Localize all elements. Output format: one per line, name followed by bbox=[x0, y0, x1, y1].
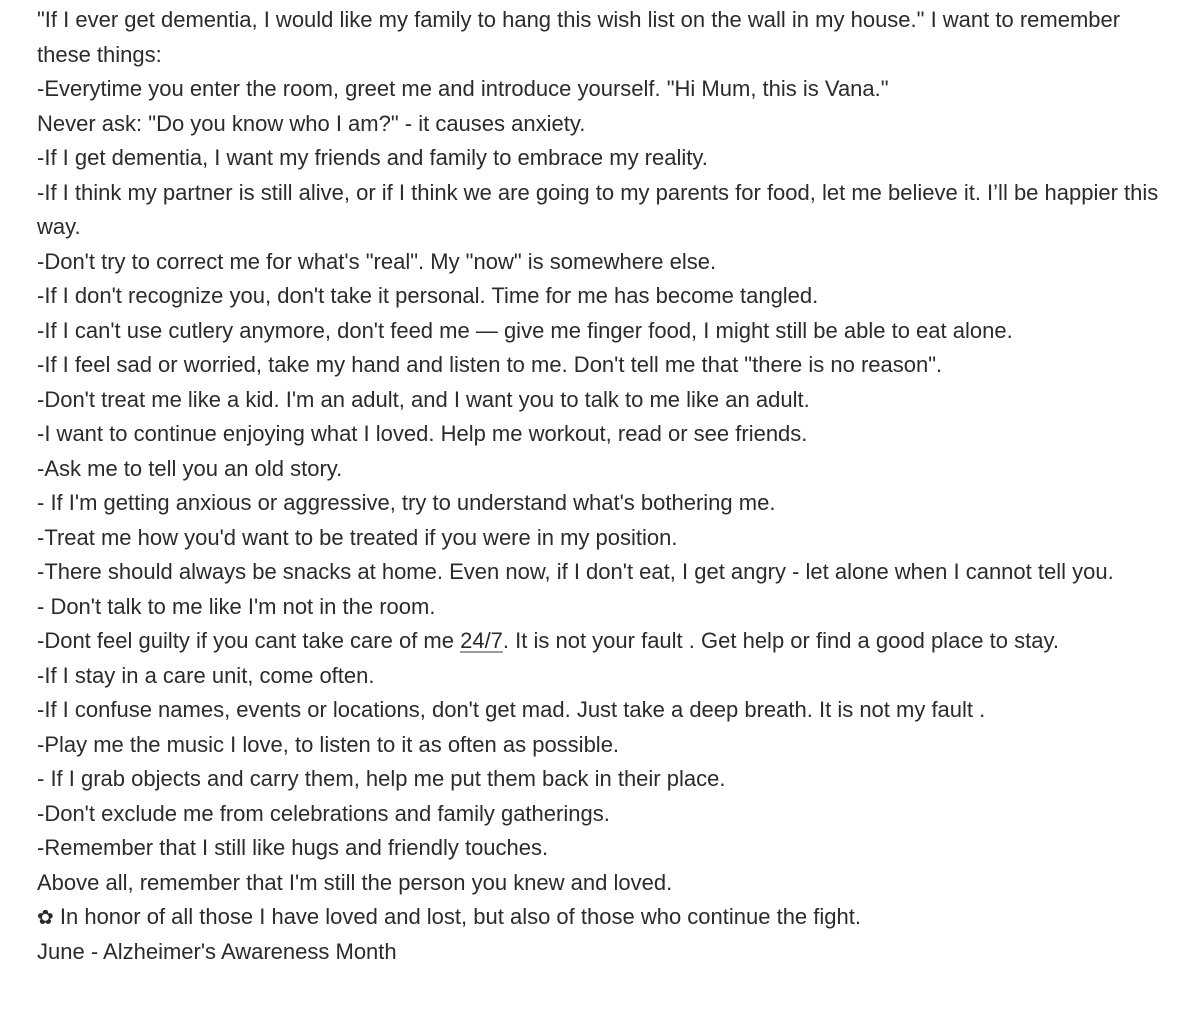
list-item: -Everytime you enter the room, greet me and introduce yourself. "Hi Mum, this is Vana." bbox=[37, 76, 889, 101]
list-item: -If I confuse names, events or locations, don't get mad. Just take a deep breath. It is not my fault . bbox=[37, 697, 986, 722]
list-item: -I want to continue enjoying what I loved. Help me workout, read or see friends. bbox=[37, 421, 808, 446]
guilt-text-after: . It is not your fault . Get help or find a good place to stay. bbox=[502, 628, 1059, 653]
list-item: -There should always be snacks at home. Even now, if I don't eat, I get angry - let alone when I cannot tell you. bbox=[37, 559, 1114, 584]
list-item: -If I don't recognize you, don't take it personal. Time for me has become tangled. bbox=[37, 283, 819, 308]
list-item: -If I can't use cutlery anymore, don't feed me — give me finger food, I might still be able to eat alone. bbox=[37, 317, 1013, 343]
list-item: -Treat me how you'd want to be treated if you were in my position. bbox=[37, 524, 678, 550]
list-item: -Remember that I still like hugs and friendly touches. bbox=[37, 835, 549, 860]
list-item: -Don't try to correct me for what's "real". My "now" is somewhere else. bbox=[37, 248, 717, 274]
list-item: Never ask: "Do you know who I am?" - it causes anxiety. bbox=[37, 110, 586, 136]
guilt-list-item bbox=[37, 624, 1177, 659]
flower-icon: ✿ bbox=[37, 905, 54, 929]
guilt-text-before: -Dont feel guilty if you cant take care of me bbox=[37, 628, 461, 653]
wish-list-note bbox=[37, 3, 1177, 969]
list-item: -Ask me to tell you an old story. bbox=[37, 455, 343, 481]
detected-time-link[interactable]: 24/7 bbox=[460, 628, 503, 653]
list-item: -If I get dementia, I want my friends and family to embrace my reality. bbox=[37, 145, 708, 170]
list-item: -Play me the music I love, to listen to it as often as possible. bbox=[37, 731, 620, 757]
list-item: -Don't treat me like a kid. I'm an adult, and I want you to talk to me like an adult. bbox=[37, 386, 810, 412]
list-item: -If I think my partner is still alive, or if I think we are going to my parents for food, let me believe it. I’ll be happier this way. bbox=[37, 179, 1159, 239]
awareness-month-line: June - Alzheimer's Awareness Month bbox=[37, 938, 397, 964]
list-item: -If I stay in a care unit, come often. bbox=[37, 662, 375, 688]
list-item: - If I grab objects and carry them, help me put them back in their place. bbox=[37, 766, 726, 791]
honor-text: In honor of all those I have loved and lost, but also of those who continue the fight. bbox=[53, 904, 861, 929]
list-item: -Don't exclude me from celebrations and family gatherings. bbox=[37, 800, 610, 826]
closing-line: Above all, remember that I'm still the person you knew and loved. bbox=[37, 869, 673, 895]
list-item: - If I'm getting anxious or aggressive, try to understand what's bothering me. bbox=[37, 490, 776, 515]
intro-paragraph: "If I ever get dementia, I would like my family to hang this wish list on the wall in my house." I want to remember these things: bbox=[37, 7, 1121, 67]
list-item: - Don't talk to me like I'm not in the room. bbox=[37, 593, 436, 619]
honor-line bbox=[37, 900, 1177, 935]
list-item: -If I feel sad or worried, take my hand and listen to me. Don't tell me that "there is no reason". bbox=[37, 352, 943, 377]
